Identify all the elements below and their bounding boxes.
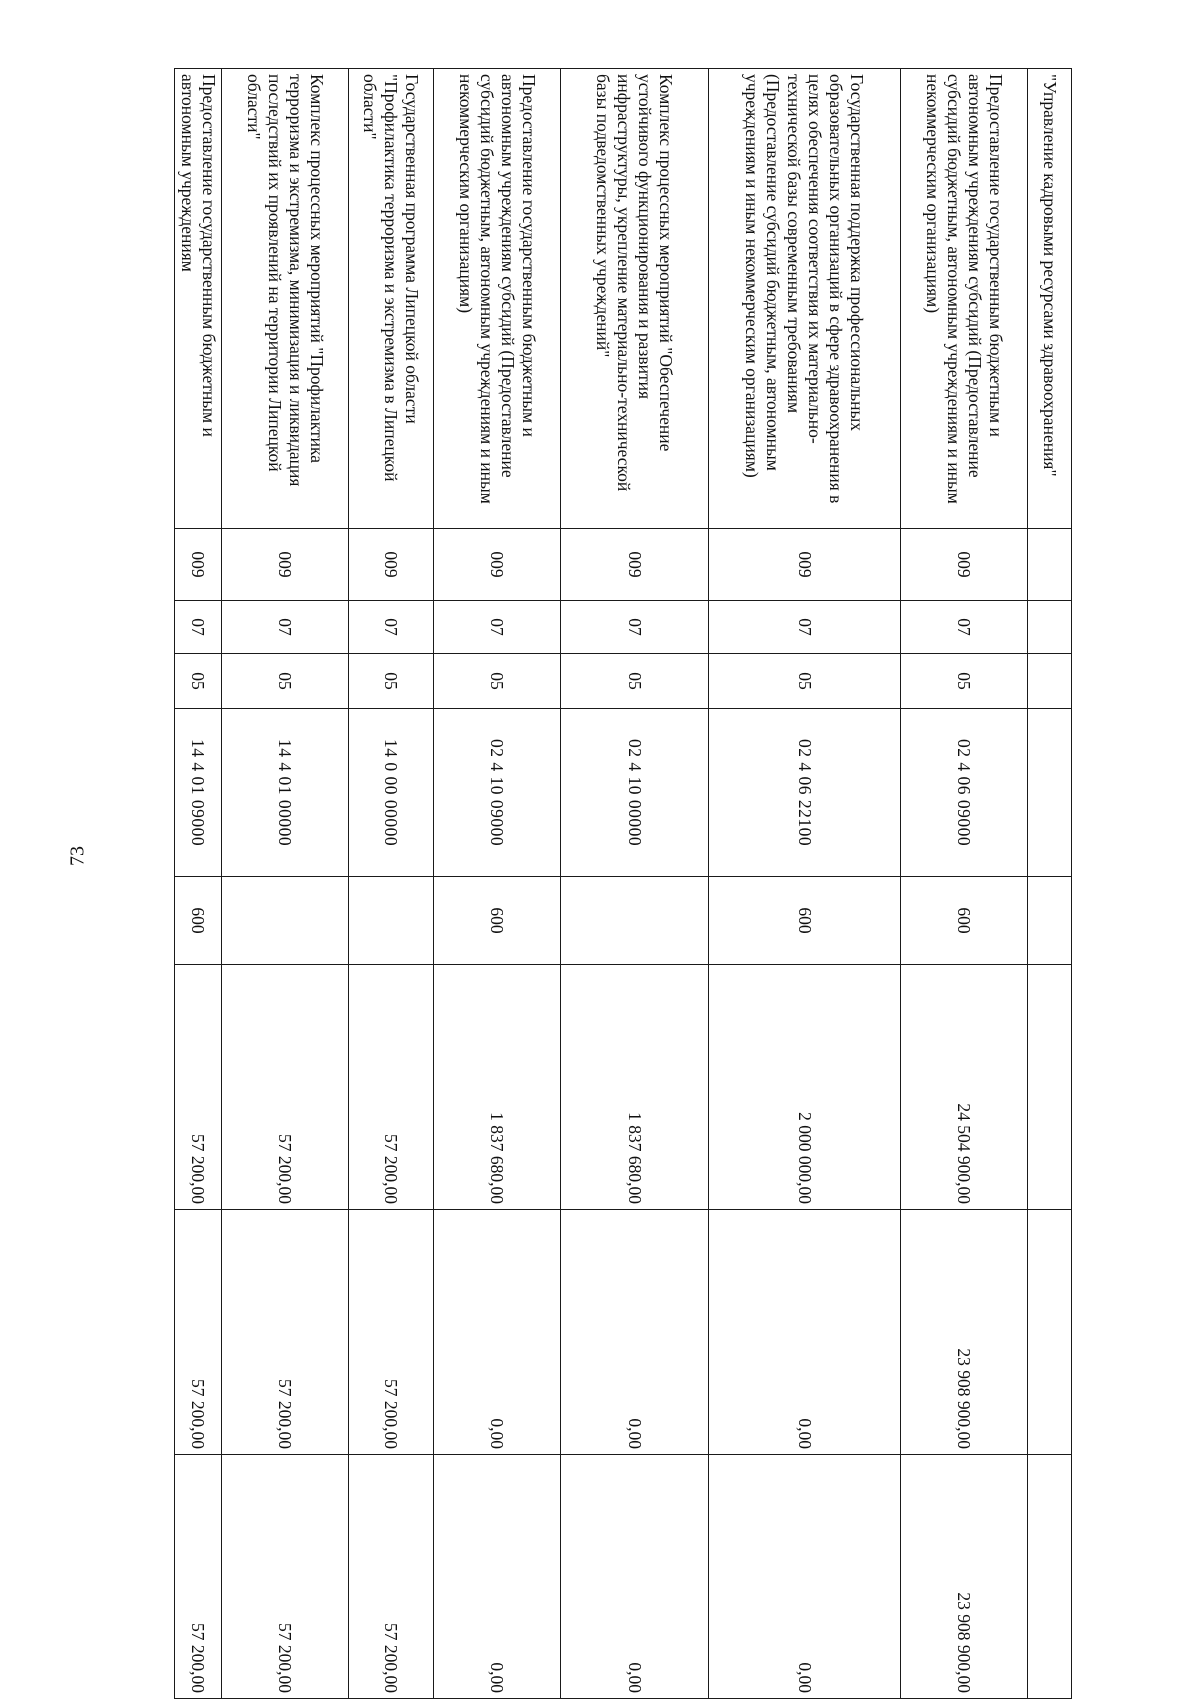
amount-year-3-cell: 0,00 [709, 1455, 901, 1699]
amount-year-1-cell: 57 200,00 [175, 965, 222, 1210]
expense-name-cell: Государственная программа Липецкой области "Профилактика терроризма и экстремизма в Липецкой области" [349, 69, 434, 529]
expense-type-cell [222, 877, 349, 965]
section-code-cell: 07 [349, 601, 434, 654]
amount-year-3-cell: 57 200,00 [222, 1455, 349, 1699]
amount-year-3-cell: 23 908 900,00 [901, 1455, 1028, 1699]
amount-year-1-cell: 57 200,00 [349, 965, 434, 1210]
subsection-code-cell: 05 [709, 654, 901, 709]
expense-type-cell: 600 [709, 877, 901, 965]
amount-year-2-cell: 57 200,00 [222, 1210, 349, 1455]
admin-code-cell: 009 [222, 529, 349, 601]
target-article-cell: 14 4 01 00000 [222, 709, 349, 877]
amount-year-1-cell: 2 000 000,00 [709, 965, 901, 1210]
amount-year-3-cell: 0,00 [434, 1455, 561, 1699]
subsection-code-cell: 05 [222, 654, 349, 709]
amount-year-3-cell: 57 200,00 [175, 1455, 222, 1699]
amount-year-1-cell: 57 200,00 [222, 965, 349, 1210]
expense-name-cell: Предоставление государственным бюджетным и автономным учреждениям субсидий (Предоставление субсидий бюджетным, автономным учреждениям и иным некоммерческим организациям) [901, 69, 1028, 529]
admin-code-cell: 009 [175, 529, 222, 601]
expense-name-cell: Предоставление государственным бюджетным и автономным учреждениям [175, 69, 222, 529]
admin-code-cell: 009 [561, 529, 709, 601]
target-article-cell: 02 4 06 09000 [901, 709, 1028, 877]
amount-year-3-cell [1028, 1455, 1072, 1699]
amount-year-2-cell: 0,00 [709, 1210, 901, 1455]
section-code-cell: 07 [901, 601, 1028, 654]
admin-code-cell [1028, 529, 1072, 601]
expense-name-cell: Государственная поддержка профессиональных образовательных организаций в сфере здравоохранения в целях обеспечения соответствия их материально-технической базы современным требованиям (Предоставление субсидий бюджетным, автономным учреждениям и иным некоммерческим организациям) [709, 69, 901, 529]
expense-name-cell: Комплекс процессных мероприятий "Обеспечение устойчивого функционирования и развития инфраструктуры, укрепление материально-технической базы подведомственных учреждений" [561, 69, 709, 529]
expense-name-cell: Комплекс процессных мероприятий "Профилактика терроризма и экстремизма, минимизация и ликвидация последствий их проявлений на территории Липецкой области" [222, 69, 349, 529]
amount-year-2-cell: 0,00 [561, 1210, 709, 1455]
amount-year-2-cell [1028, 1210, 1072, 1455]
rotated-table-container [137, 68, 1072, 1698]
amount-year-1-cell: 1 837 680,00 [434, 965, 561, 1210]
target-article-cell: 02 4 10 09000 [434, 709, 561, 877]
amount-year-1-cell: 1 837 680,00 [561, 965, 709, 1210]
expense-name-cell: Предоставление государственным бюджетным и автономным учреждениям субсидий (Предоставление субсидий бюджетным, автономным учреждениям и иным некоммерческим организациям) [434, 69, 561, 529]
table-body [175, 69, 1072, 1699]
subsection-code-cell: 05 [175, 654, 222, 709]
expense-name-cell: "Управление кадровыми ресурсами здравоохранения" [1028, 69, 1072, 529]
section-code-cell: 07 [434, 601, 561, 654]
subsection-code-cell [1028, 654, 1072, 709]
table-row [709, 69, 901, 1699]
subsection-code-cell: 05 [901, 654, 1028, 709]
subsection-code-cell: 05 [434, 654, 561, 709]
expense-type-cell: 600 [434, 877, 561, 965]
admin-code-cell: 009 [709, 529, 901, 601]
target-article-cell: 02 4 06 22100 [709, 709, 901, 877]
table-row [349, 69, 434, 1699]
amount-year-2-cell: 0,00 [434, 1210, 561, 1455]
admin-code-cell: 009 [349, 529, 434, 601]
table-row [561, 69, 709, 1699]
amount-year-3-cell: 0,00 [561, 1455, 709, 1699]
target-article-cell [1028, 709, 1072, 877]
section-code-cell: 07 [175, 601, 222, 654]
amount-year-3-cell: 57 200,00 [349, 1455, 434, 1699]
target-article-cell: 02 4 10 00000 [561, 709, 709, 877]
admin-code-cell: 009 [901, 529, 1028, 601]
target-article-cell: 14 4 01 09000 [175, 709, 222, 877]
table-row [901, 69, 1028, 1699]
subsection-code-cell: 05 [349, 654, 434, 709]
section-code-cell: 07 [222, 601, 349, 654]
table-row [434, 69, 561, 1699]
amount-year-2-cell: 23 908 900,00 [901, 1210, 1028, 1455]
expense-type-cell [561, 877, 709, 965]
amount-year-2-cell: 57 200,00 [349, 1210, 434, 1455]
admin-code-cell: 009 [434, 529, 561, 601]
section-code-cell [1028, 601, 1072, 654]
subsection-code-cell: 05 [561, 654, 709, 709]
expense-type-cell: 600 [175, 877, 222, 965]
amount-year-1-cell [1028, 965, 1072, 1210]
section-code-cell: 07 [709, 601, 901, 654]
budget-table [174, 68, 1072, 1699]
section-code-cell: 07 [561, 601, 709, 654]
amount-year-1-cell: 24 504 900,00 [901, 965, 1028, 1210]
expense-type-cell [1028, 877, 1072, 965]
table-row [1028, 69, 1072, 1699]
expense-type-cell [349, 877, 434, 965]
table-row [222, 69, 349, 1699]
target-article-cell: 14 0 00 00000 [349, 709, 434, 877]
page-number: 73 [66, 846, 89, 866]
expense-type-cell: 600 [901, 877, 1028, 965]
amount-year-2-cell: 57 200,00 [175, 1210, 222, 1455]
table-row [175, 69, 222, 1699]
